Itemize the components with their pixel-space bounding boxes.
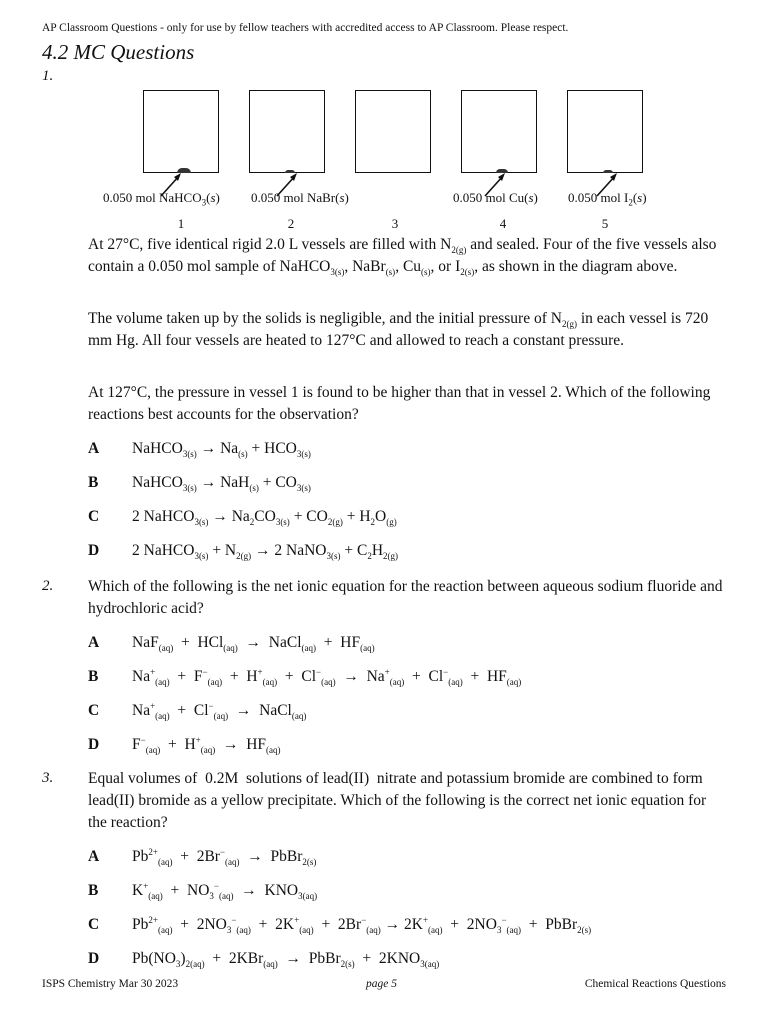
option-letter: C <box>88 508 100 525</box>
option-text: $F^-_{(aq)} + H^+_{(aq)} \to HF_{(aq)}$ <box>132 734 281 756</box>
option-letter: C <box>88 702 100 719</box>
question-2-text: Which of the following is the net ionic equation for the reaction between aqueous sodium fluoride and hydrochloric acid? <box>88 578 723 617</box>
vessel-3 <box>355 90 431 173</box>
option-text: $Pb(NO_3)_{2(aq)} + 2KBr_{(aq)}$ → PbBr$_{2(s)}$ + $2KNO_{3(aq)}$ <box>132 950 440 970</box>
option-letter: A <box>88 848 100 865</box>
vessel-4 <box>461 90 537 173</box>
section-title: 4.2 MC Questions <box>42 40 195 64</box>
option-letter: A <box>88 634 100 651</box>
option-letter: D <box>88 950 100 967</box>
option-letter: B <box>88 882 99 899</box>
option-text: $Pb^{2+}_{(aq)} + 2Br^-_{(aq)}$ → PbBr$_{2(s)}$ <box>132 846 317 868</box>
option-text: $Na^+_{(aq)} + F^-_{(aq)} + H^+_{(aq)} + Cl^-_{(aq)} \to Na^+_{(aq)} + Cl^-_{(aq)} + HF_{(aq)}$ <box>132 666 522 688</box>
vessel-number-4: 4 <box>499 216 507 231</box>
vessel-label-2: 0.050 mol NaBr(s) <box>251 190 349 205</box>
vessel-1 <box>143 90 219 173</box>
header-note: AP Classroom Questions - only for use by fellow teachers with accredited access to AP Classroom. Please respect. <box>42 22 569 34</box>
question-1-paragraph-1: At 27°C, five identical rigid 2.0 L vessels are filled with $N_{2(g)}$ and sealed. Four of the five vessels also contain a 0.050 mol sample of NaHCO$_{3(s)}$, NaBr$_{(s)}$, $Cu_{(s)}$, or $I_{2(s)}$, as shown in the diagram above. <box>88 236 717 278</box>
option-text: NaHCO$_{3(s)}$ → $Na_{(s)} + HCO_{3(s)}$ <box>132 440 311 460</box>
vessel-2 <box>249 90 325 173</box>
option-text: $Na^+_{(aq)} + Cl^-_{(aq)}$ → NaCl$_{(aq)}$ <box>132 700 307 722</box>
question-3-number: 3. <box>42 770 54 786</box>
option-letter: B <box>88 474 99 491</box>
question-3-text: Equal volumes of 0.2M solutions of lead(II) nitrate and potassium bromide are combined to form lead(II) bromide as a yellow precipitate. Which of the following is the correct net ionic equation for the reaction? <box>88 770 707 831</box>
option-letter: A <box>88 440 100 457</box>
option-letter: D <box>88 542 100 559</box>
vessel-number-1: 1 <box>177 216 185 231</box>
option-text: $K^+_{(aq)} + NO_3^-_{(aq)} \to KNO_{3(aq)}$ <box>132 880 318 902</box>
option-text: $Pb^{2+}_{(aq)} + 2NO_3^-_{(aq)} + 2K^+_{(aq)} + 2Br^-_{(aq)} \to 2K^+_{(aq)} + 2NO_3^-_{(aq)}$ + PbBr$_{2(s)}$ <box>132 914 592 936</box>
vessel-diagram <box>95 88 675 238</box>
vessel-label-5: 0.050 mol $I_2(s)$ <box>568 190 647 208</box>
vessel-label-1: 0.050 mol NaHCO$_3$(s) <box>103 190 220 208</box>
option-letter: B <box>88 668 99 685</box>
question-2-number: 2. <box>42 578 54 594</box>
footer-right: Chemical Reactions Questions <box>584 978 726 990</box>
option-text: 2 NaHCO$_{3(s)}$ → $Na_2CO_{3(s)} + CO_{2(g)} + H_2O_{(g)}$ <box>132 508 397 528</box>
vessel-number-3: 3 <box>391 216 399 231</box>
option-letter: D <box>88 736 100 753</box>
option-text: NaF$_{(aq)}$ + HCl$_{(aq)}$ → NaCl$_{(aq)}$ + $HF_{(aq)}$ <box>132 634 375 654</box>
question-1-paragraph-3: At 127°C, the pressure in vessel 1 is found to be higher than that in vessel 2. Which of the following reactions best accounts for the observation? <box>88 384 711 423</box>
option-letter: C <box>88 916 100 933</box>
vessel-number-2: 2 <box>287 216 295 231</box>
option-text: NaHCO$_{3(s)}$ → $NaH_{(s)} + CO_{3(s)}$ <box>132 474 311 494</box>
vessel-5 <box>567 90 643 173</box>
question-1-paragraph-2: The volume taken up by the solids is negligible, and the initial pressure of $N_{2(g)}$ in each vessel is 720 mm Hg. All four vessels are heated to 127°C and allowed to reach a constant pressure. <box>88 310 709 349</box>
question-1-number: 1. <box>42 68 54 84</box>
vessel-label-4: 0.050 mol Cu(s) <box>453 190 538 205</box>
vessel-number-5: 5 <box>601 216 609 231</box>
footer-page-number: page 5 <box>366 978 397 990</box>
footer-left: ISPS Chemistry Mar 30 2023 <box>42 978 179 990</box>
option-text: 2 NaHCO$_{3(s)}$ + $N_{2(g)} \to 2$ NaNO$_{3(s)}$ + $C_2H_{2(g)}$ <box>132 542 399 562</box>
